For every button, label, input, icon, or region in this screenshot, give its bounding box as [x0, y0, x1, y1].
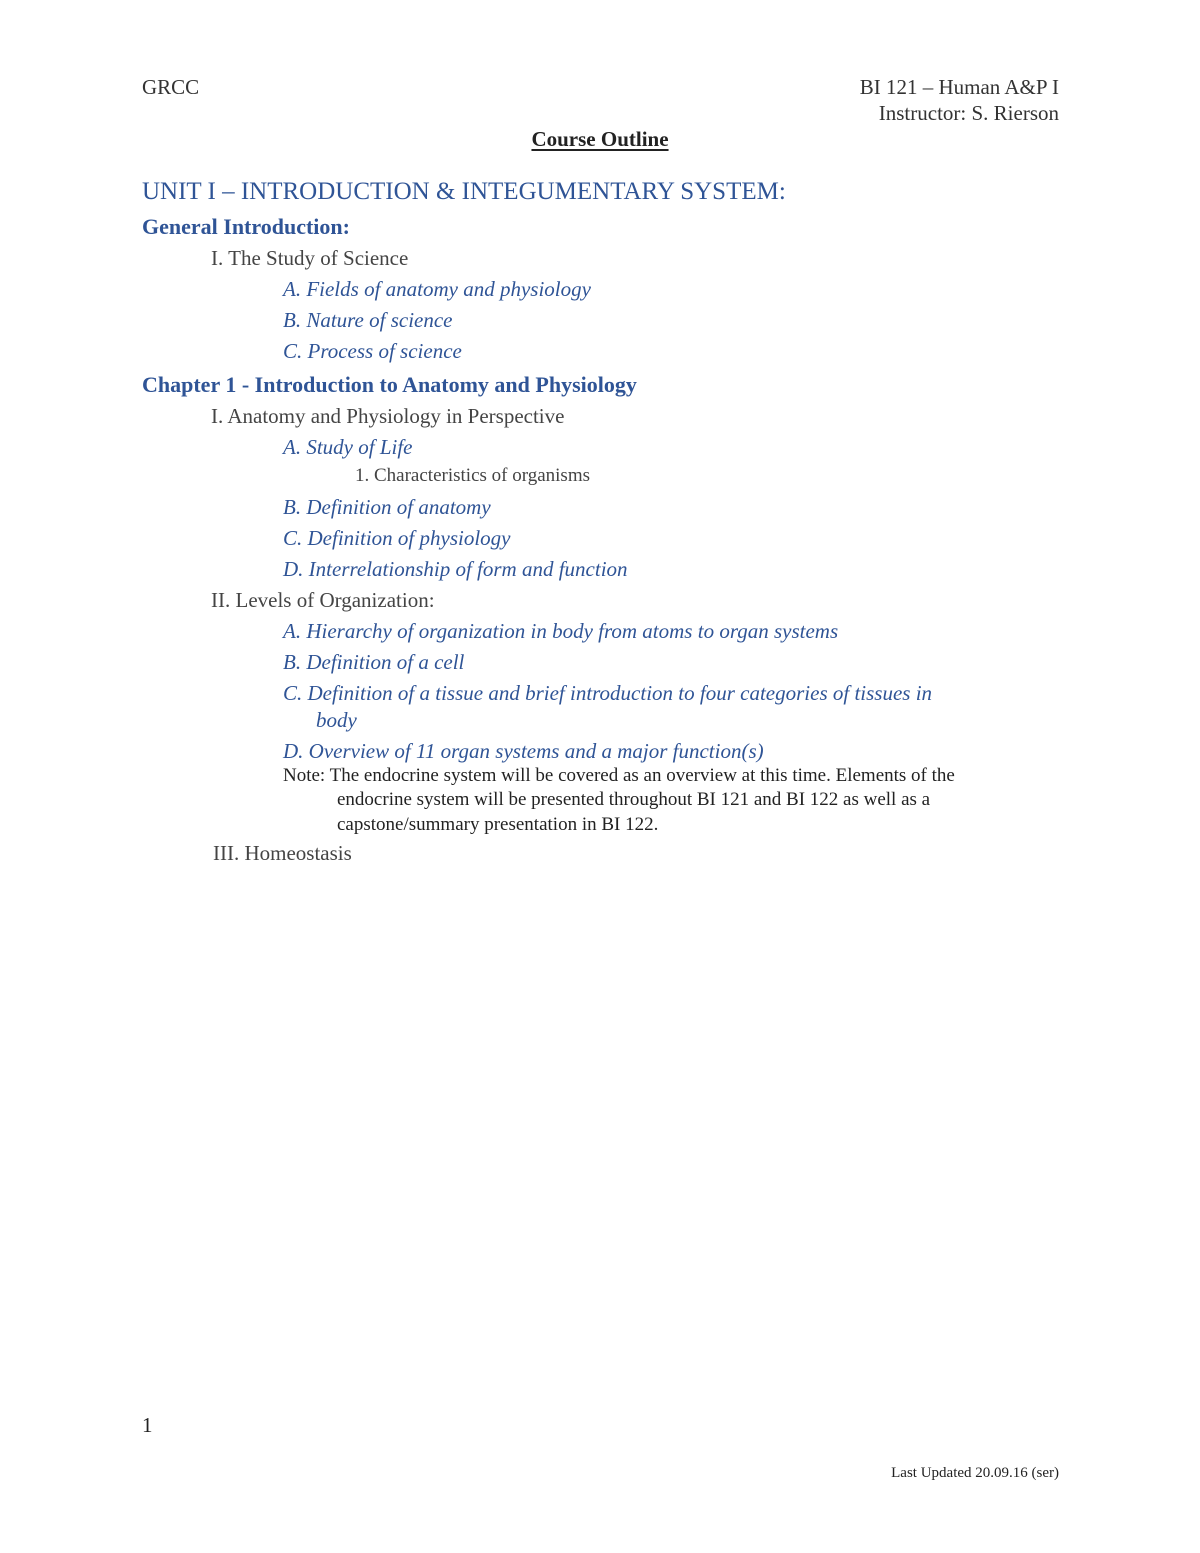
outline-item-level2: C. Definition of physiology — [283, 526, 511, 550]
outline-item-level2: B. Nature of science — [283, 308, 453, 332]
outline-item-level1: III. Homeostasis — [213, 841, 352, 865]
outline-item-level2-continuation: body — [316, 708, 357, 732]
header-institution: GRCC — [142, 75, 200, 99]
outline-item-level2: B. Definition of anatomy — [283, 495, 491, 519]
endocrine-note: Note: The endocrine system will be covered as an overview at this time. Elements of the — [283, 765, 955, 786]
outline-item-level2: A. Fields of anatomy and physiology — [283, 277, 591, 301]
outline-item-level2: D. Interrelationship of form and function — [283, 557, 628, 581]
outline-item-level2: C. Definition of a tissue and brief introduction to four categories of tissues in — [283, 681, 933, 705]
header-instructor: Instructor: S. Rierson — [878, 101, 1059, 125]
outline-item-level2: C. Process of science — [283, 339, 462, 363]
last-updated: Last Updated 20.09.16 (ser) — [891, 1465, 1059, 1481]
endocrine-note-continuation: endocrine system will be presented throughout BI 121 and BI 122 as well as a — [337, 789, 931, 810]
endocrine-note-continuation: capstone/summary presentation in BI 122. — [337, 814, 659, 835]
page-number: 1 — [142, 1413, 153, 1437]
outline-item-level2: A. Study of Life — [283, 435, 413, 459]
section-heading-chapter1: Chapter 1 - Introduction to Anatomy and Physiology — [142, 372, 637, 397]
outline-item-level1: II. Levels of Organization: — [211, 588, 435, 612]
outline-item-level2: D. Overview of 11 organ systems and a major function(s) — [283, 739, 764, 763]
outline-item-level3: 1. Characteristics of organisms — [355, 465, 590, 486]
header-course: BI 121 – Human A&P I — [859, 75, 1059, 99]
outline-item-level1: I. Anatomy and Physiology in Perspective — [211, 404, 565, 428]
section-heading-general: General Introduction: — [142, 214, 350, 239]
outline-item-level2: B. Definition of a cell — [283, 650, 465, 674]
outline-item-level1: I. The Study of Science — [211, 246, 409, 270]
outline-item-level2: A. Hierarchy of organization in body from atoms to organ systems — [283, 619, 839, 643]
unit-heading: UNIT I – INTRODUCTION & INTEGUMENTARY SYSTEM: — [142, 178, 786, 205]
page-title: Course Outline — [531, 127, 669, 151]
